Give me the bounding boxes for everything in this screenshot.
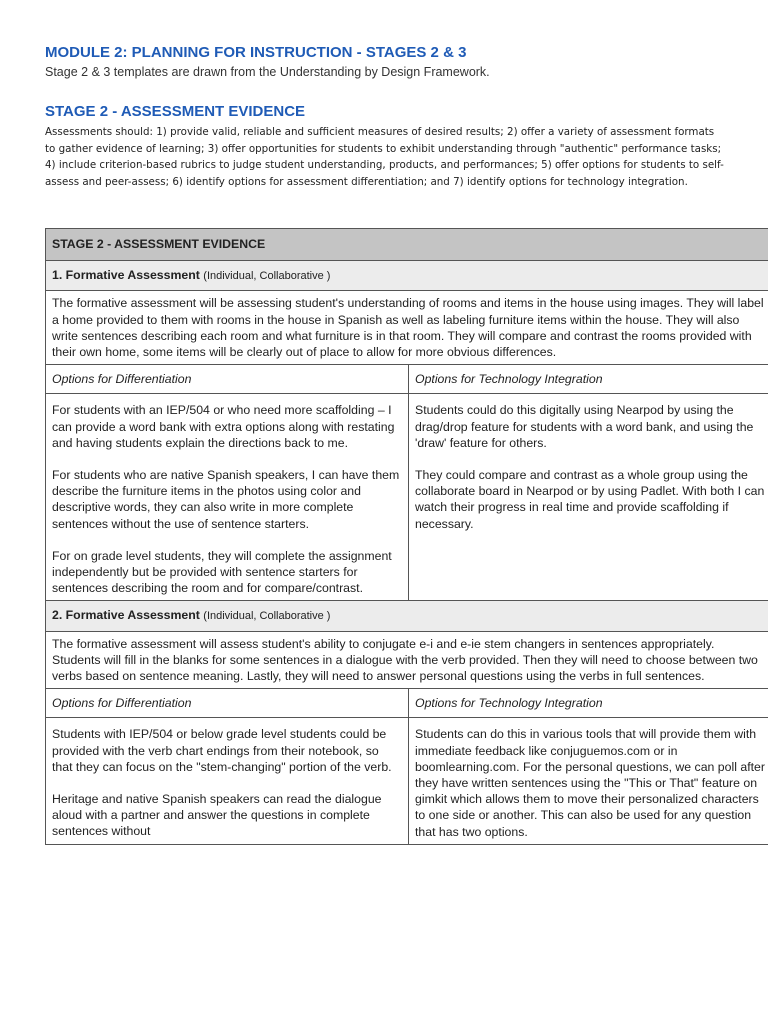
assessment-1-diff-label: Options for Differentiation [46,365,409,394]
assessment-1-heading [46,261,768,291]
assessment-2-differentiation [46,718,409,844]
assessment-1-tech-paragraph: Students could do this digitally using Nearpod by using the drag/drop feature for students with a word bank, and using the 'draw' feature for others. [415,403,754,450]
assessment-2-diff-label: Options for Differentiation [46,689,409,718]
assessment-1-technology [409,394,768,601]
assessment-2-tech-label: Options for Technology Integration [409,689,768,718]
module-subtitle: Stage 2 & 3 templates are drawn from the Understanding by Design Framework. [45,65,490,79]
stage2-description: Assessments should: 1) provide valid, reliable and sufficient measures of desired results; 2) offer a variety of assessment formats to gather evidence of learning; 3) offer opportunities for students to exhibit understanding through "authentic" performance tasks; 4) include criterion-based rubrics to judge student understanding, products, and performances; 5) offer options for students to self-assess and peer-assess; 6) identify options for assessment differentiation; and 7) identify options for technology integration. [45,126,724,188]
document-page [45,44,725,190]
assessment-1-label: 1. Formative Assessment [52,268,200,283]
assessment-2-diff-paragraph: Students with IEP/504 or below grade level students could be provided with the verb chart endings from their notebook, so that they can focus on the "stem-changing" portion of the verb. [52,727,392,774]
assessment-2-description: The formative assessment will assess student's ability to conjugate e-i and e-ie stem changers in sentences appropriately. Students will fill in the blanks for some sentences in a dialogue with the verb provided. Then they will need to choose between two verbs based on sentence meaning. Lastly, they will need to answer personal questions using the verbs in full sentences. [46,631,768,689]
assessment-2-technology [409,718,768,844]
table-header: STAGE 2 - ASSESSMENT EVIDENCE [46,229,768,261]
stage2-title: STAGE 2 - ASSESSMENT EVIDENCE [45,103,306,120]
assessment-1-description: The formative assessment will be assessing student's understanding of rooms and items in the house using images. They will label a home provided to them with rooms in the house in Spanish as well as labeling furniture items within the house. They will also write sentences describing each room and what furniture is in that room. They will compare and contrast the rooms provided with their own home, some items will be clearly out of place to allow for more obvious differences. [46,291,768,365]
assessment-1-tech-label: Options for Technology Integration [409,365,768,394]
assessment-1-tech-paragraph: They could compare and contrast as a whole group using the collaborate board in Nearpod or by using Padlet. With both I can watch their progress in real time and provide scaffolding if necessary. [415,468,765,531]
assessment-evidence-table [45,228,768,845]
module-title: MODULE 2: PLANNING FOR INSTRUCTION - STAGES 2 & 3 [45,44,467,61]
assessment-1-diff-paragraph: For students who are native Spanish speakers, I can have them describe the furniture items in the photos using color and descriptive words, they can also write in more complete sentences without the use of sentence starters. [52,468,400,531]
assessment-2-tech-paragraph: Students can do this in various tools that will provide them with immediate feedback like conjuguemos.com or in boomlearning.com. For the personal questions, we can poll after they have written sentences using the "This or That" feature on gimkit which allows them to move their personalized characters to one side or another. This can also be used for any question that has two options. [415,727,765,839]
assessment-2-diff-paragraph: Heritage and native Spanish speakers can read the dialogue aloud with a partner and answer the questions in complete sentences without [52,792,382,839]
assessment-2-type: (Individual, Collaborative ) [203,610,331,623]
assessment-1-diff-paragraph: For students with an IEP/504 or who need more scaffolding – I can provide a word bank with extra options along with restating and having students explain the directions back to me. [52,403,395,450]
assessment-2-heading [46,601,768,631]
assessment-2-label: 2. Formative Assessment [52,608,200,623]
assessment-1-diff-paragraph: For on grade level students, they will complete the assignment independently but be provided with sentence starters for sentences describing the room and for compare/contrast. [52,548,392,596]
assessment-1-type: (Individual, Collaborative ) [203,270,331,283]
assessment-1-differentiation [46,394,409,601]
